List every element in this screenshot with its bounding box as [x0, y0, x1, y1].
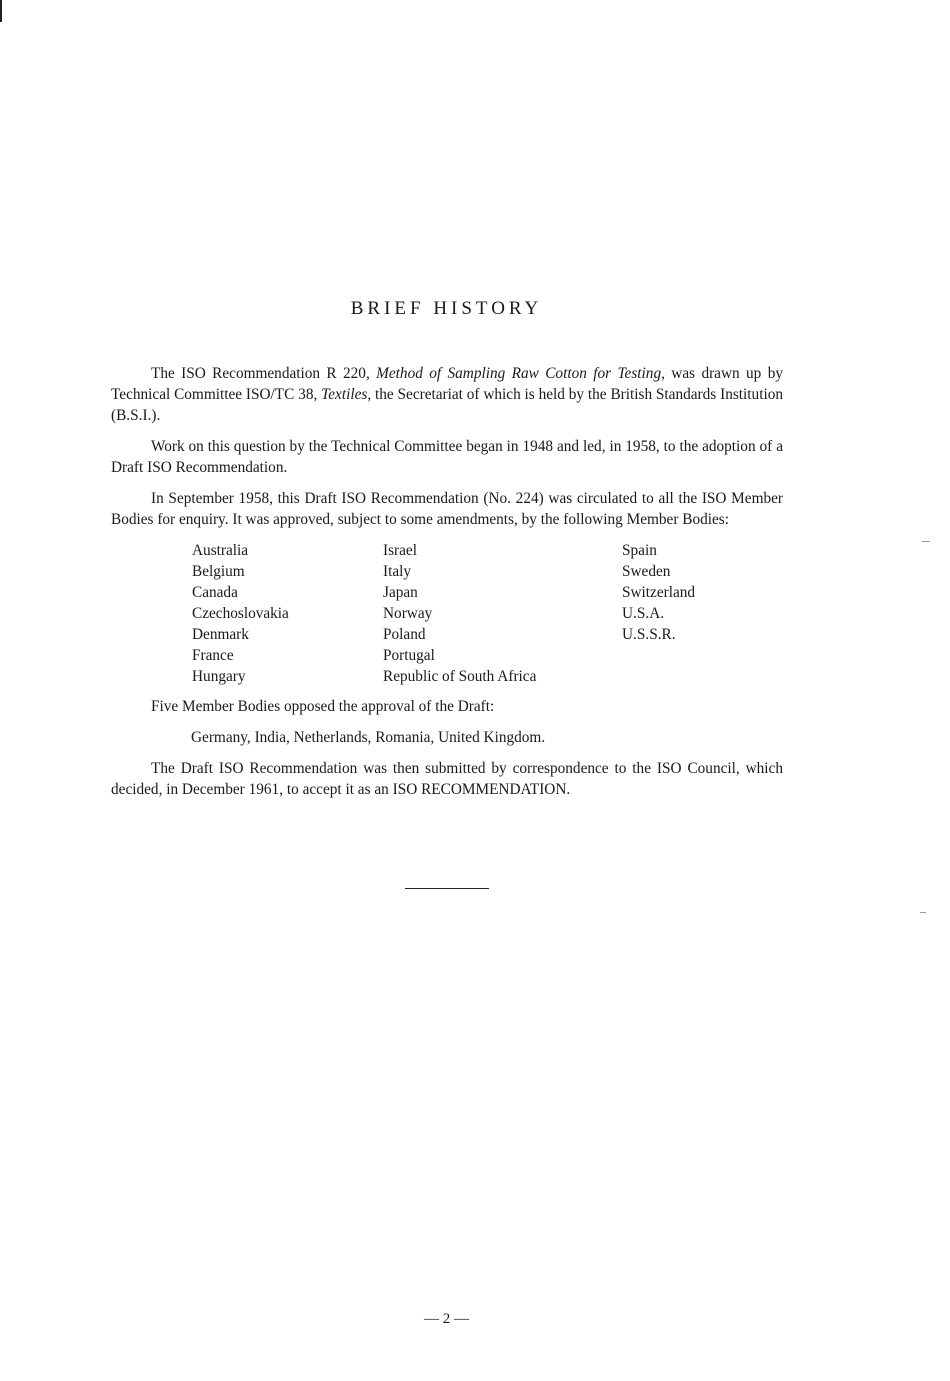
- member-body: U.S.A.: [622, 605, 665, 622]
- page-title: BRIEF HISTORY: [350, 298, 543, 319]
- paragraph-enquiry: In September 1958, this Draft ISO Recommendation (No. 224) was circulated to all the ISO Member Bodies for enquiry. It was approved, subject to some amendments, by the following Member Bodies:: [111, 490, 783, 528]
- member-body: Belgium: [192, 563, 245, 580]
- member-body: Republic of South Africa: [383, 668, 537, 685]
- paragraph-origin: [111, 363, 783, 426]
- member-body: Australia: [192, 542, 249, 559]
- origin-text-before: The ISO Recommendation R 220,: [151, 365, 377, 382]
- paragraph-work: Work on this question by the Technical Committee began in 1948 and led, in 1958, to the adoption of a Draft ISO Recommendation.: [111, 438, 783, 476]
- member-body: Czechoslovakia: [192, 605, 289, 622]
- page-number: — 2 —: [424, 1311, 469, 1327]
- scan-speck: [920, 912, 926, 913]
- member-column-1: [192, 540, 289, 687]
- paragraph-opposed: Five Member Bodies opposed the approval of the Draft:: [151, 698, 495, 715]
- member-bodies-list: [111, 540, 783, 688]
- scan-edge-mark: [0, 0, 2, 22]
- origin-text-middle: , was drawn up by Technical Committee ISO/TC 38,: [111, 365, 783, 403]
- section-divider: [405, 888, 489, 889]
- scan-speck: [922, 541, 930, 542]
- member-body: Norway: [383, 605, 433, 622]
- document-body: [111, 363, 783, 810]
- member-column-3: [622, 540, 695, 645]
- member-body: Japan: [383, 584, 418, 601]
- member-body: Israel: [383, 542, 417, 559]
- recommendation-title: Method of Sampling Raw Cotton for Testing: [376, 365, 662, 382]
- member-body: Sweden: [622, 563, 671, 580]
- opposing-members: Germany, India, Netherlands, Romania, United Kingdom.: [191, 729, 546, 746]
- member-body: Spain: [622, 542, 657, 559]
- member-body: Switzerland: [622, 584, 696, 601]
- member-body: Canada: [192, 584, 238, 601]
- origin-text-after: , the Secretariat of which is held by the British Standards Institution (B.S.I.).: [111, 386, 783, 424]
- member-body: Poland: [383, 626, 426, 643]
- member-body: Denmark: [192, 626, 249, 643]
- member-body: Portugal: [383, 647, 435, 664]
- committee-name: Textiles: [321, 386, 368, 403]
- paragraph-council: The Draft ISO Recommendation was then submitted by correspondence to the ISO Council, which decided, in December 1961, to accept it as an ISO RECOMMENDATION.: [111, 760, 783, 798]
- member-body: Italy: [383, 563, 412, 580]
- member-body: France: [192, 647, 234, 664]
- member-body: U.S.S.R.: [622, 626, 676, 643]
- member-column-2: [383, 540, 536, 687]
- member-body: Hungary: [192, 668, 246, 685]
